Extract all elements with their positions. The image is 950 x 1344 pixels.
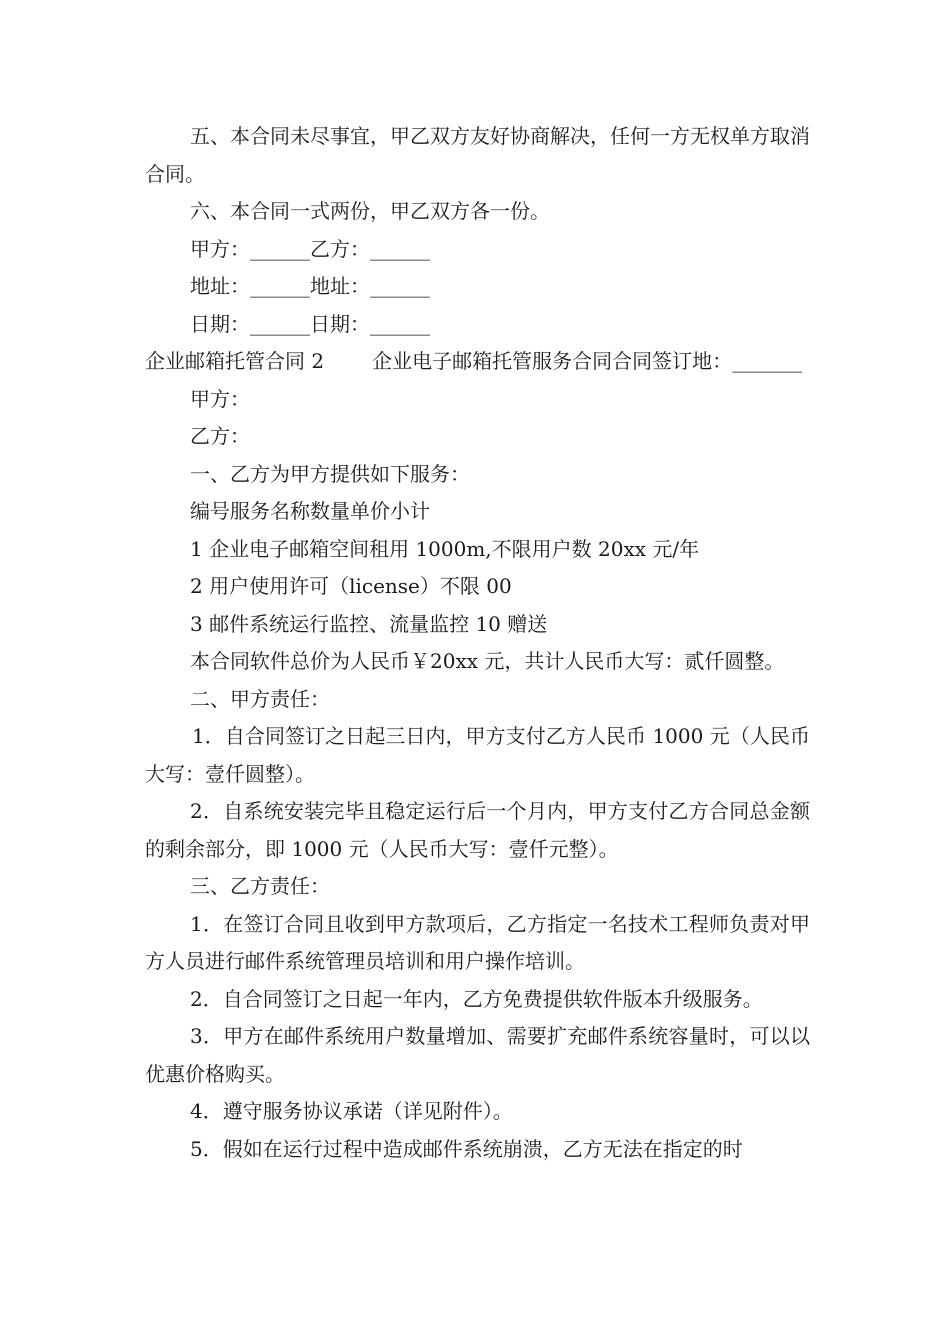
section-two-title: 二、甲方责任： — [190, 686, 330, 711]
party-b-duty-4: 4．遵守服务协议承诺（详见附件）。 — [190, 1099, 513, 1123]
signature-date-line: 日期：______日期：______ — [190, 311, 430, 336]
section-three-title: 三、乙方责任： — [190, 874, 330, 898]
contract-title: 企业邮箱托管合同 2 — [145, 349, 325, 373]
party-b-label: 乙方： — [190, 424, 250, 448]
clause-six: 六、本合同一式两份，甲乙双方各一份。 — [190, 199, 550, 223]
clause-five: 五、本合同未尽事宜，甲乙双方友好协商解决，任何一方无权单方取消合同。 — [145, 124, 810, 186]
party-b-duty-1: 1．在签订合同且收到甲方款项后，乙方指定一名技术工程师负责对甲方人员进行邮件系统管理员培训和用户操作培训。 — [145, 911, 810, 973]
signature-address-line: 地址：______地址：______ — [190, 274, 430, 298]
party-b-duty-3: 3．甲方在邮件系统用户数量增加、需要扩充邮件系统容量时，可以以优惠价格购买。 — [145, 1024, 810, 1086]
party-a-duty-1: 1．自合同签订之日起三日内，甲方支付乙方人民币 1000 元（人民币大写：壹仟圆整）。 — [145, 724, 810, 786]
service-table-header: 编号服务名称数量单价小计 — [190, 499, 430, 523]
service-item-2: 2 用户使用许可（license）不限 00 — [190, 574, 512, 598]
total-price: 本合同软件总价为人民币￥20xx 元，共计人民币大写：贰仟圆整。 — [190, 649, 785, 673]
section-one-title: 一、乙方为甲方提供如下服务： — [190, 461, 470, 486]
party-a-duty-2: 2．自系统安装完毕且稳定运行后一个月内，甲方支付乙方合同总金额的剩余部分，即 1000 元（人民币大写：壹仟元整）。 — [145, 799, 810, 861]
service-item-3: 3 邮件系统运行监控、流量监控 10 赠送 — [190, 611, 548, 636]
party-b-duty-5: 5．假如在运行过程中造成邮件系统崩溃，乙方无法在指定的时 — [190, 1136, 743, 1161]
contract-document — [145, 118, 810, 1168]
contract-subtitle: 企业电子邮箱托管服务合同合同签订地：_______ — [372, 349, 803, 373]
signature-party-line: 甲方：______乙方：______ — [190, 236, 430, 261]
party-b-duty-2: 2．自合同签订之日起一年内，乙方免费提供软件版本升级服务。 — [190, 986, 763, 1011]
contract-heading — [145, 343, 810, 381]
party-a-label: 甲方： — [190, 386, 250, 411]
service-item-1: 1 企业电子邮箱空间租用 1000m,不限用户数 20xx 元/年 — [190, 536, 700, 561]
